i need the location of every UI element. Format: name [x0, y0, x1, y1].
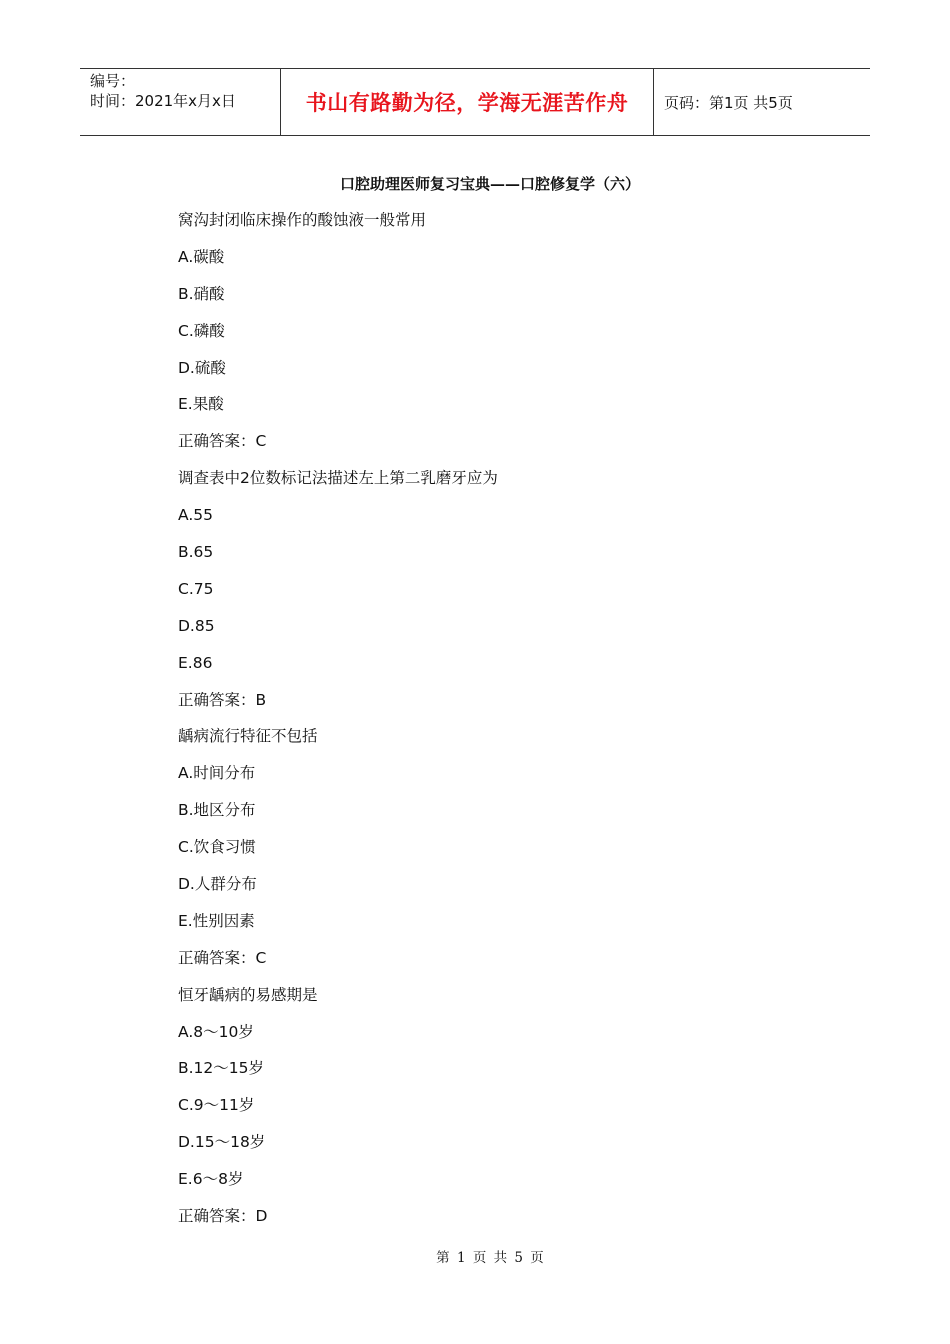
- question-stem: 窝沟封闭临床操作的酸蚀液一般常用: [178, 211, 427, 229]
- correct-answer: 正确答案：C: [178, 432, 267, 451]
- question-list: [178, 208, 828, 1241]
- option-e: E.性别因素: [178, 911, 255, 930]
- option-b: B.65: [178, 543, 214, 562]
- question-stem: 龋病流行特征不包括: [178, 727, 318, 746]
- header-motto: 书山有路勤为径，学海无涯苦作舟: [281, 69, 654, 135]
- option-c: C.75: [178, 579, 214, 598]
- option-b: B.12～15岁: [178, 1059, 265, 1078]
- question-stem: 恒牙龋病的易感期是: [178, 985, 318, 1004]
- option-b: B.地区分布: [178, 801, 256, 820]
- document-header: [80, 68, 870, 136]
- option-e: E.6～8岁: [178, 1170, 244, 1189]
- question-block: [178, 208, 828, 466]
- header-page-info: 页码：第1页 共5页: [664, 93, 793, 112]
- option-b: B.硝酸: [178, 284, 225, 303]
- option-c: C.9～11岁: [178, 1096, 255, 1115]
- correct-answer: 正确答案：D: [178, 1207, 268, 1226]
- option-c: C.磷酸: [178, 321, 225, 340]
- option-d: D.硫酸: [178, 358, 226, 377]
- question-stem: 调查表中2位数标记法描述左上第二乳磨牙应为: [178, 469, 498, 488]
- option-e: E.果酸: [178, 395, 224, 414]
- question-block: [178, 466, 828, 724]
- page-title: 口腔助理医师复习宝典——口腔修复学（六）: [339, 175, 640, 193]
- option-c: C.饮食习惯: [178, 838, 256, 857]
- option-a: A.碳酸: [178, 247, 225, 266]
- option-e: E.86: [178, 653, 213, 672]
- correct-answer: 正确答案：C: [178, 948, 267, 967]
- option-d: D.85: [178, 616, 215, 635]
- option-a: A.55: [178, 506, 213, 525]
- question-block: [178, 983, 828, 1241]
- option-d: D.15～18岁: [178, 1133, 266, 1152]
- option-a: A.时间分布: [178, 764, 256, 783]
- question-block: [178, 724, 828, 982]
- option-d: D.人群分布: [178, 875, 257, 894]
- time-label: 时间：2021年x月x日: [90, 92, 236, 110]
- page-footer: 第 1 页 共 5 页: [436, 1250, 544, 1266]
- header-meta: [80, 69, 281, 135]
- correct-answer: 正确答案：B: [178, 690, 267, 709]
- number-label: 编号：: [90, 72, 136, 90]
- option-a: A.8～10岁: [178, 1022, 254, 1041]
